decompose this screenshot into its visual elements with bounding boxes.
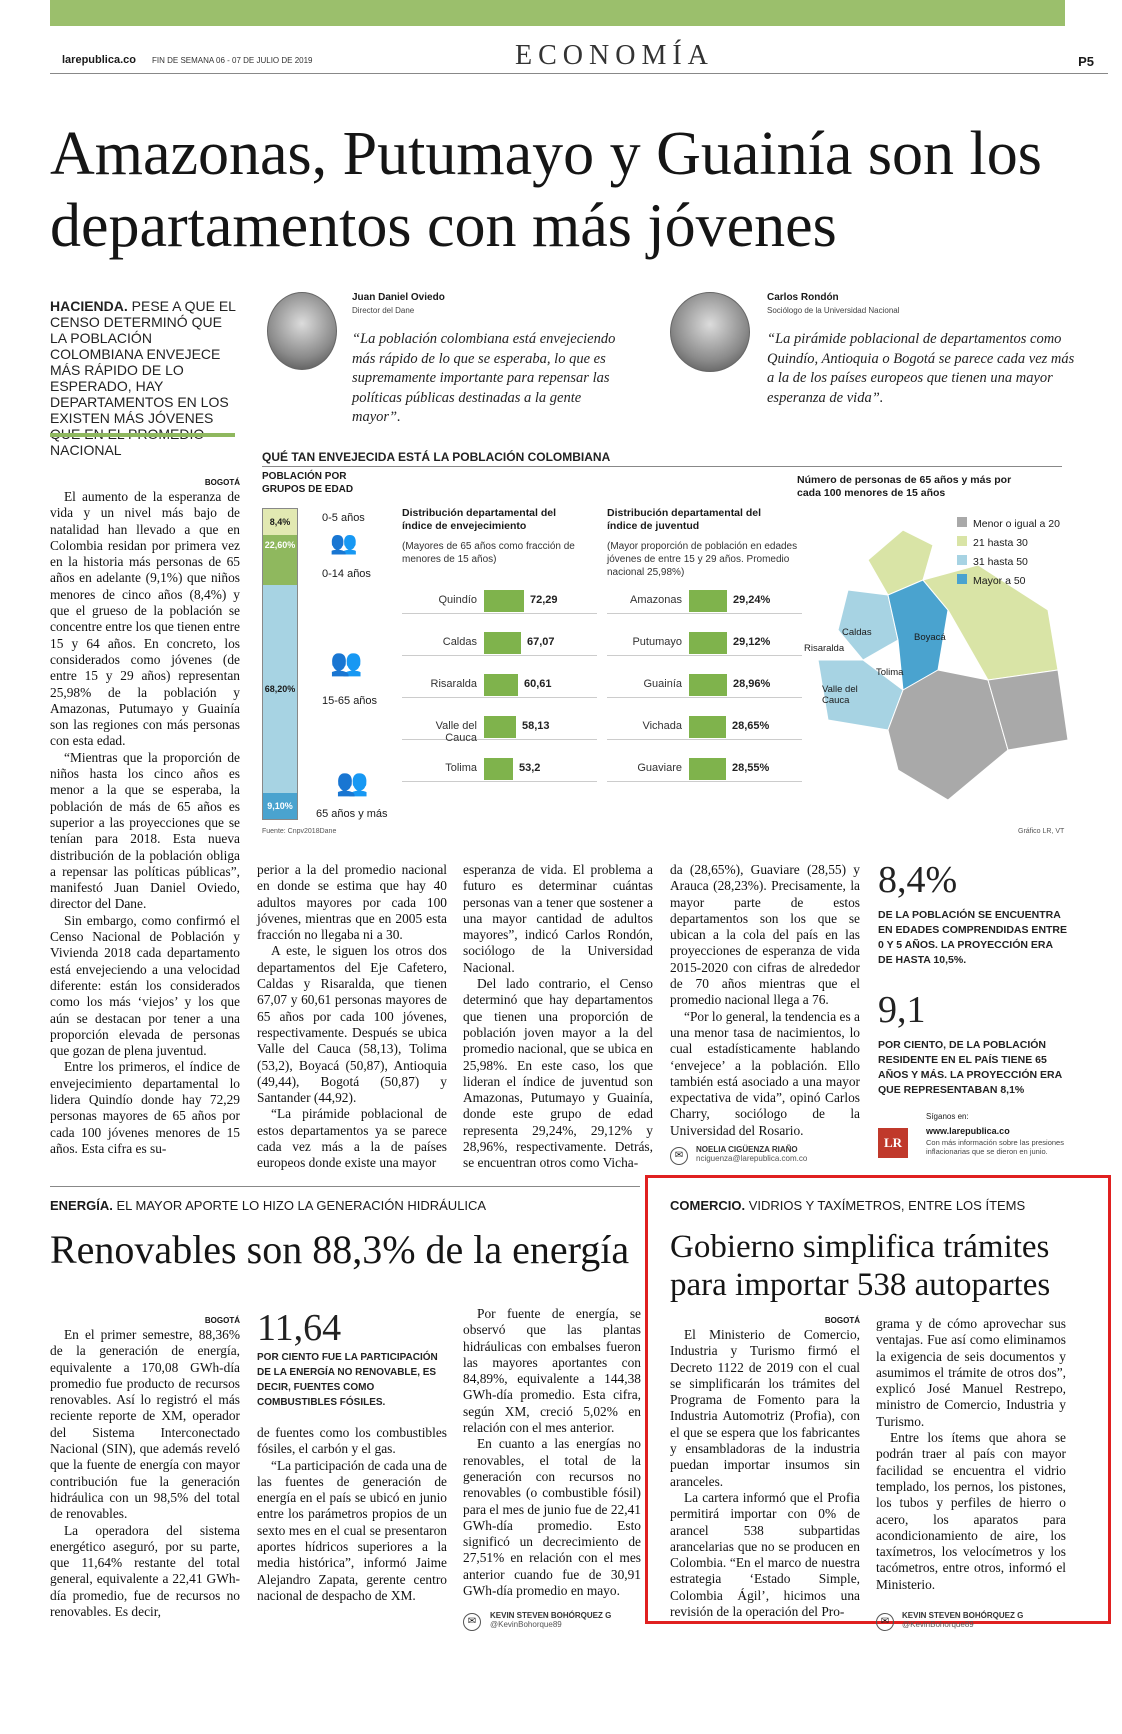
energy-stat-caption: POR CIENTO FUE LA PARTICIPACIÓN DE LA ENERGÍA NO RENOVABLE, ES DECIR, FUENTES COMO COMBUSTIBLES FÓSILES.	[257, 1352, 438, 1408]
paragraph: El Ministerio de Comercio, Industria y Turismo firmó el Decreto 1122 de 2019 con el cual se simplificarán los trámites del Programa de Fomento para la Industria Automotriz (Profia), con el que se espera que los fabricantes y ensambladoras de la industria puedan importar insumos sin aranceles.	[670, 1327, 860, 1489]
bar-value: 67,07	[527, 636, 555, 648]
bar-value: 28,96%	[733, 678, 771, 690]
bar-row	[607, 588, 802, 614]
bar-value: 58,13	[522, 720, 550, 732]
env-chart-subtitle: (Mayores de 65 años como fracción de menores de 15 años)	[402, 541, 575, 565]
pop-segment-65: 9,10%	[263, 793, 297, 819]
bar-value: 28,55%	[732, 762, 770, 774]
follow-url[interactable]: www.larepublica.co	[926, 1126, 1010, 1136]
bar-value: 28,65%	[732, 720, 770, 732]
pop-segment-15-65: 68,20%	[263, 585, 297, 793]
pop-label-0-14: 0-14 años	[322, 568, 371, 580]
pop-label-0-5: 0-5 años	[322, 512, 365, 524]
bar-row	[402, 756, 597, 782]
follow-label: Síganos en:	[926, 1112, 969, 1121]
bar-row	[402, 672, 597, 698]
paragraph: A este, le siguen los otros dos departamentos del Eje Cafetero, Caldas y Risaralda, que tienen 67,07 y 60,61 personas mayores de 65 años por cada 100 jóvenes, respectivamente. Después se ubica Valle del Cauca (58,13), Tolima (53,2), Boyacá (50,87), Antioquia (49,44), Bogotá (50,87) y Santander (44,92).	[257, 943, 447, 1106]
kicker-tag: HACIENDA.	[50, 298, 128, 314]
graphic-credit: Gráfico LR, VT	[1018, 828, 1065, 835]
stat-caption: DE LA POBLACIÓN SE ENCUENTRA EN EDADES COMPRENDIDAS ENTRE 0 Y 5 AÑOS. LA PROYECCIÓN ERA DE HASTA 10,5%.	[878, 909, 1068, 966]
page-number: P5	[1078, 54, 1094, 69]
article-column-3	[463, 862, 653, 1172]
map-label: Boyacá	[914, 632, 946, 643]
map-title: Número de personas de 65 años y más por cada 100 menores de 15 años	[797, 474, 1012, 499]
graphic-title: QUÉ TAN ENVEJECIDA ESTÁ LA POBLACIÓN COLOMBIANA	[262, 450, 1062, 467]
legend-label: Menor o igual a 20	[973, 518, 1060, 530]
legend-label: Mayor a 50	[973, 575, 1026, 587]
kicker-rule	[50, 433, 235, 437]
paragraph: La operadora del sistema energético aseguró, por su parte, que 11,64% restante del total general, equivalente a 22,41 GWh-día promedio, fue de recursos no renovables. Es decir,	[50, 1522, 240, 1620]
author-name: KEVIN STEVEN BOHÓRQUEZ G	[902, 1611, 1024, 1620]
juv-chart-title: Distribución departamental del índice de juventud	[607, 507, 762, 532]
bar-label: Guainía	[643, 678, 682, 690]
article-column-2	[257, 862, 447, 1172]
dateline: BOGOTÁ	[204, 1316, 240, 1325]
author-byline	[696, 1145, 807, 1163]
bar	[484, 632, 521, 654]
energy-tag: ENERGÍA.	[50, 1198, 113, 1213]
pop-label-65: 65 años y más	[316, 808, 388, 820]
paragraph: El aumento de la esperanza de vida y un nivel más bajo de natalidad han llevado a que en Colombia residan por primera vez en la historia más personas de 65 años en adelante (9,1%) que niños menores de cinco años (8,4%) y que el grueso de la población se concentre entre los que tienen entre 15 y 64 años. En concreto, los considerados como jóvenes (de entre 15 y 29 años) representan 25,98% de la población y Amazonas, Putumayo y Guainía son las regiones con más personas con esta edad.	[50, 489, 240, 749]
bar-label: Putumayo	[632, 636, 682, 648]
author-name: NOELIA CIGÜENZA RIAÑO	[696, 1145, 798, 1154]
article-column-1	[50, 478, 240, 1157]
quote-name: Juan Daniel Oviedo	[352, 292, 445, 303]
bar-value: 29,24%	[733, 594, 771, 606]
quote-name: Carlos Rondón	[767, 292, 839, 303]
bar	[484, 758, 513, 780]
portrait-oviedo	[267, 292, 337, 370]
issue-date: FIN DE SEMANA 06 - 07 DE JULIO DE 2019	[152, 56, 313, 65]
quote-role: Sociólogo de la Universidad Nacional	[767, 306, 900, 315]
dateline: BOGOTÁ	[824, 1316, 860, 1325]
map-label: Valle del Cauca	[822, 684, 858, 706]
bar-label: Vichada	[642, 720, 682, 732]
masthead	[50, 40, 1108, 74]
bar-label: Guaviare	[637, 762, 682, 774]
top-color-bar	[50, 0, 1065, 26]
stat-value: 9,1	[878, 989, 926, 1031]
children-icon: 👥	[330, 530, 358, 555]
energy-title: Renovables son 88,3% de la energía	[50, 1227, 630, 1272]
bar	[689, 716, 726, 738]
quote-role: Director del Dane	[352, 306, 415, 315]
commerce-column-1	[670, 1316, 860, 1620]
paragraph: “La pirámide poblacional de estos departamentos ya se parece cada vez más a la de países europeos donde existe una mayor	[257, 1106, 447, 1171]
bar-value: 72,29	[530, 594, 558, 606]
quote-text: “La pirámide poblacional de departamentos como Quindío, Antioquia o Bogotá se parece cada vez más a la de los países europeos que tienen una mayor esperanza de vida”.	[767, 331, 1075, 406]
paragraph: Por fuente de energía, se observó que las plantas hidráulicas con embalses fueron las mayores aportantes con 84,89%, equivalente a 144,38 GWh-día promedio. Esta cifra, según XM, creció 5,02% en relación con el mes anterior.	[463, 1306, 641, 1436]
bar-row	[607, 672, 802, 698]
bar-row	[402, 588, 597, 614]
bar-row	[607, 756, 802, 782]
energy-column-2	[257, 1425, 447, 1604]
bar-label: Quindío	[438, 594, 477, 606]
paragraph: La cartera informó que el Profia permitirá importar con 0% de arancel 538 subpartidas arancelarias que no se producen en Colombia. “En el marco de nuestra estrategia ‘Estado Simple, Colombia Ágil’, hicimos una revisión de la operación del Pro-	[670, 1489, 860, 1620]
paragraph: “Mientras que la proporción de niños hasta los cinco años es menor a la que se esperaba, la población de más de 65 años es superior a las proyecciones que se tenían para 2018. Esta nueva distribución de la población obliga a repensar las políticas públicas”, manifestó Juan Daniel Oviedo, director del Dane.	[50, 749, 240, 912]
bar-label: Risaralda	[430, 678, 477, 690]
map-region-south	[888, 670, 1008, 800]
author-email[interactable]: nciguenza@larepublica.com.co	[696, 1154, 808, 1163]
map-legend	[957, 517, 1060, 593]
map-label: Caldas	[842, 627, 872, 638]
dateline: BOGOTÁ	[204, 478, 240, 487]
graphic-source: Fuente: Cnpv2018Dane	[262, 828, 337, 835]
bar-label: Caldas	[442, 636, 477, 648]
bar-label: Amazonas	[630, 594, 682, 606]
lr-logo: LR	[878, 1128, 908, 1158]
follow-text: Con más información sobre las presiones inflacionarias que se dieron en junio.	[926, 1138, 1064, 1156]
bar	[689, 590, 727, 612]
juv-chart	[607, 588, 802, 798]
bar-row	[402, 714, 597, 744]
commerce-byline	[902, 1611, 1023, 1629]
bar	[689, 758, 726, 780]
author-handle[interactable]: @KevinBohorque89	[902, 1620, 974, 1629]
paragraph: En cuanto a las energías no renovables, el total de la generación con recursos no renovables (o combustible fósil) para el mes de junio fue de 22,41 GWh-día promedio. Esto significó un decrecimiento de 27,51% en relación con el mes anterior cuando fue de 30,91 GWh-día promedio en mayo.	[463, 1436, 641, 1599]
email-icon: ✉	[876, 1613, 894, 1631]
bar	[689, 632, 727, 654]
author-name: KEVIN STEVEN BOHÓRQUEZ G	[490, 1611, 612, 1620]
bar-value: 53,2	[519, 762, 541, 774]
bar-label: Valle del Cauca	[435, 720, 477, 744]
bar-value: 29,12%	[733, 636, 771, 648]
commerce-kicker	[670, 1198, 1025, 1213]
legend-label: 21 hasta 30	[973, 537, 1028, 549]
commerce-column-2	[876, 1316, 1066, 1593]
author-handle[interactable]: @KevinBohorque89	[490, 1620, 562, 1629]
juv-chart-subtitle: (Mayor proporción de población en edades jóvenes de entre 15 y 29 años. Promedio nacional 25,98%)	[607, 541, 798, 578]
elderly-icon: 👥	[336, 768, 369, 797]
adults-icon: 👥	[330, 648, 363, 677]
commerce-title: Gobierno simplifica trámites para importar 538 autopartes	[670, 1229, 1051, 1303]
bar-row	[607, 714, 802, 740]
paragraph: “La participación de cada una de las fuentes de generación de energía en el país se ubicó en junio entre los parámetros propios de un sexto mes en el cual se presentaron aportes hídricos superiores a la media histórica”, informó Jaime Alejandro Zapata, gerente centro nacional de despacho de XM.	[257, 1457, 447, 1603]
map-label: Tolima	[876, 667, 904, 678]
paragraph: En el primer semestre, 88,36% de la generación de energía, equivalente a 170,08 GWh-día promedio fue producto de recursos renovables. Así lo registró el más reciente reporte de XM, operador del Sistema Interconectado Nacional (SIN), que además reveló que la fuente de energía con mayor contribución fue la generación hidráulica con un 98,5% del total de renovables.	[50, 1327, 240, 1522]
paragraph: “Por lo general, la tendencia es a una menor tasa de nacimientos, lo cual estadísticamente hablando ‘envejece’ a la población. Ello también está asociado a una mayor expectativa de vida”, opinó Carlos Charry, sociólogo de la Universidad del Rosario.	[670, 1008, 860, 1138]
bar-label: Tolima	[445, 762, 477, 774]
commerce-tag: COMERCIO.	[670, 1198, 746, 1213]
map-label: Risaralda	[804, 643, 845, 654]
stat-caption: POR CIENTO, DE LA POBLACIÓN RESIDENTE EN EL PAÍS TIENE 65 AÑOS Y MÁS. LA PROYECCIÓN ERA QUE REPRESENTABAN 8,1%	[878, 1039, 1062, 1096]
paragraph: de fuentes como los combustibles fósiles, el carbón y el gas.	[257, 1425, 447, 1457]
bar-row	[607, 630, 802, 656]
site-name[interactable]: larepublica.co	[62, 54, 136, 66]
email-icon: ✉	[670, 1147, 688, 1165]
energy-byline	[490, 1611, 611, 1629]
section-name: ECONOMÍA	[515, 40, 714, 71]
bar-row	[402, 630, 597, 656]
bar	[484, 716, 516, 738]
commerce-kicker-text: VIDRIOS Y TAXÍMETROS, ENTRE LOS ÍTEMS	[748, 1198, 1026, 1213]
energy-kicker-text: EL MAYOR APORTE LO HIZO LA GENERACIÓN HIDRÁULICA	[116, 1198, 487, 1213]
email-icon: ✉	[463, 1613, 481, 1631]
paragraph: esperanza de vida. El problema a futuro es determinar cuántas personas van a tener que sostener a una mayor cantidad de adultos mayores”, indicó Carlos Rondón, sociólogo de la Universidad Nacional.	[463, 862, 653, 975]
paragraph: perior a la del promedio nacional en donde se estima que hay 40 adultos mayores por cada 100 jóvenes, mientras que en 2005 esta fracción no llegaba ni a 30.	[257, 862, 447, 943]
energy-kicker	[50, 1198, 486, 1213]
article-column-4	[670, 862, 860, 1139]
population-bar	[262, 508, 298, 820]
energy-rule	[50, 1186, 640, 1187]
energy-stat-value: 11,64	[257, 1307, 342, 1349]
population-title: POBLACIÓN POR GRUPOS DE EDAD	[262, 471, 354, 495]
kicker-text: PESE A QUE EL CENSO DETERMINÓ QUE LA POBLACIÓN COLOMBIANA ENVEJECE MÁS RÁPIDO DE LO ESPERADO, HAY DEPARTAMENTOS EN LOS EXISTEN MÁS JÓVENES NACIONAL	[50, 298, 236, 458]
paragraph: grama y de cómo aprovechar sus ventajas. Fue así como eliminamos la exigencia de seis documentos y asumimos el trámite de otros dos”, explicó José Manuel Restrepo, ministro de Comercio, Industria y Turismo.	[876, 1316, 1066, 1429]
main-headline: Amazonas, Putumayo y Guainía son los departamentos con más jóvenes	[50, 120, 1042, 260]
paragraph: Del lado contrario, el Censo determinó que hay departamentos que tienen una proporción de población joven mayor a la del promedio nacional, que se ubica en 25,98%. En este caso, los que lideran el índice de juventud son Amazonas, Putumayo y Guainía, donde este grupo de edad representa 29,24%, 29,12% y 28,96%, respectivamente. Detrás, se encuentran otros como Vicha-	[463, 976, 653, 1171]
portrait-rondon	[670, 292, 750, 372]
pop-segment-0-5: 8,4%	[263, 509, 297, 535]
bar	[689, 674, 727, 696]
energy-column-3	[463, 1306, 641, 1599]
paragraph: Entre los primeros, el índice de envejecimiento departamental lo lidera Quindío donde hay 72,29 personas mayores de 65 años por cada 100 jóvenes menores de 15 años. Esta cifra es su-	[50, 1059, 240, 1156]
quote-text: “La población colombiana está envejeciendo más rápido de lo que se esperaba, lo que es supremamente importante para repensar las políticas públicas destinadas a la gente mayor”.	[352, 331, 616, 425]
paragraph: da (28,65%), Guaviare (28,55) y Arauca (28,23%). Precisamente, la mayor parte de estos departamentos son los que se ubican a la cola del país en las proyecciones de esperanza de vida 2015-2020 con cifras de alrededor de 70 años mientras que el promedio nacional llega a 76.	[670, 862, 860, 1008]
legend-label: 31 hasta 50	[973, 556, 1028, 568]
paragraph: Sin embargo, como confirmó el Censo Nacional de Población y Vivienda 2018 cada departamento está envejeciendo a una velocidad diferente: están los considerados como los más ‘viejos’ y los que aún se destacan por tener a una proporción elevada de personas que gozan de plena juventud.	[50, 912, 240, 1059]
pop-label-15-65: 15-65 años	[322, 695, 378, 707]
stat-value: 8,4%	[878, 859, 958, 901]
bar-value: 60,61	[524, 678, 552, 690]
energy-column-1	[50, 1316, 240, 1620]
paragraph: Entre los ítems que ahora se podrán traer al país con mayor facilidad se encuentra el vidrio templado, los pernos, los pistones, los tubos y perfiles de hierro o acero, los aparatos para acondicionamiento de aire, los taxímetros, los velocímetros y los tacómetros, entre otros, informó el Ministerio.	[876, 1430, 1066, 1592]
env-chart-title: Distribución departamental del índice de envejecimiento	[402, 507, 557, 532]
bar	[484, 674, 518, 696]
pop-segment-0-14: 22,60%	[263, 535, 297, 585]
env-chart	[402, 588, 597, 798]
bar	[484, 590, 524, 612]
